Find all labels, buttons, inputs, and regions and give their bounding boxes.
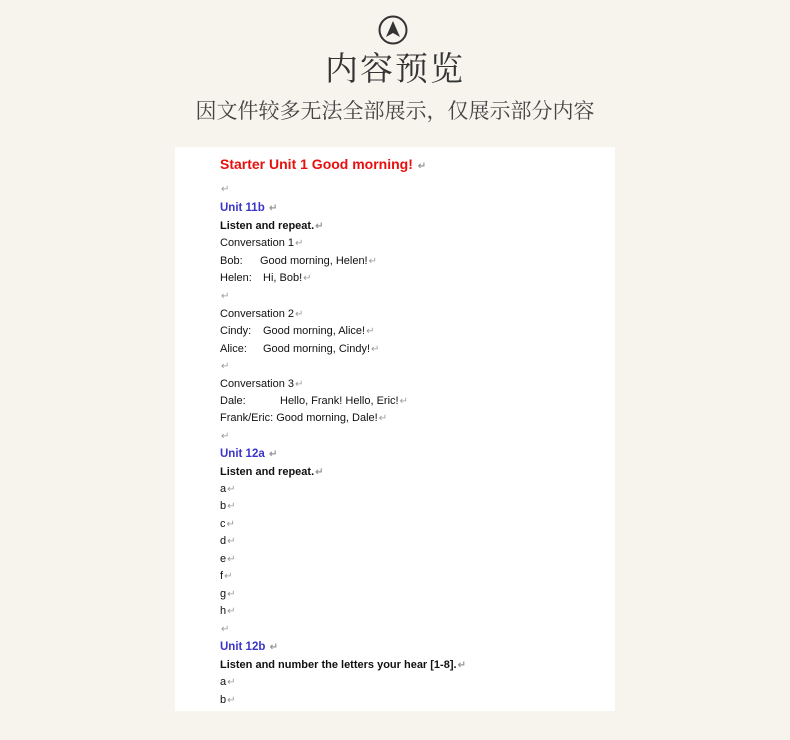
unit-11b-instruction: Listen and repeat.↵ — [220, 220, 324, 232]
blank-line: ↵ — [221, 291, 230, 302]
compass-logo-icon — [378, 15, 408, 45]
dialogue-line: Frank/Eric: Good morning, Dale!↵ — [220, 412, 388, 424]
conversation-title: Conversation 2↵ — [220, 308, 304, 320]
dialogue-line: Cindy: Good morning, Alice!↵ — [220, 325, 375, 337]
unit-11b-title: Unit 11b ↵ — [220, 202, 278, 214]
page-subtitle: 因文件较多无法全部展示，仅展示部分内容 — [195, 99, 595, 123]
letter-item: h↵ — [220, 605, 236, 617]
letter-item: d↵ — [220, 535, 236, 547]
letter-item: c↵ — [220, 518, 235, 530]
unit-12b-instruction: Listen and number the letters your hear [1-8].↵ — [220, 659, 466, 671]
dialogue-line: Dale: Hello, Frank! Hello, Eric!↵ — [220, 395, 408, 407]
dialogue-line: Alice: Good morning, Cindy!↵ — [220, 343, 380, 355]
page-title: 内容预览 — [325, 49, 465, 88]
blank-line: ↵ — [221, 624, 230, 635]
dialogue-line: Bob: Good morning, Helen!↵ — [220, 255, 378, 267]
letter-item: e↵ — [220, 553, 236, 565]
letter-item: f↵ — [220, 570, 233, 582]
unit-12a-title: Unit 12a ↵ — [220, 448, 278, 460]
conversation-title: Conversation 1↵ — [220, 237, 304, 249]
blank-line: ↵ — [221, 184, 230, 195]
document-preview — [175, 147, 615, 711]
letter-item: b↵ — [220, 694, 236, 706]
letter-item: a↵ — [220, 676, 236, 688]
dialogue-line: Helen: Hi, Bob!↵ — [220, 272, 312, 284]
unit-12a-instruction: Listen and repeat.↵ — [220, 466, 324, 478]
blank-line: ↵ — [221, 361, 230, 372]
document-heading: Starter Unit 1 Good morning! ↵ — [220, 156, 427, 172]
conversation-title: Conversation 3↵ — [220, 378, 304, 390]
letter-item: g↵ — [220, 588, 236, 600]
unit-12b-title: Unit 12b ↵ — [220, 641, 278, 653]
letter-item: a↵ — [220, 483, 236, 495]
letter-item: b↵ — [220, 500, 236, 512]
blank-line: ↵ — [221, 431, 230, 442]
